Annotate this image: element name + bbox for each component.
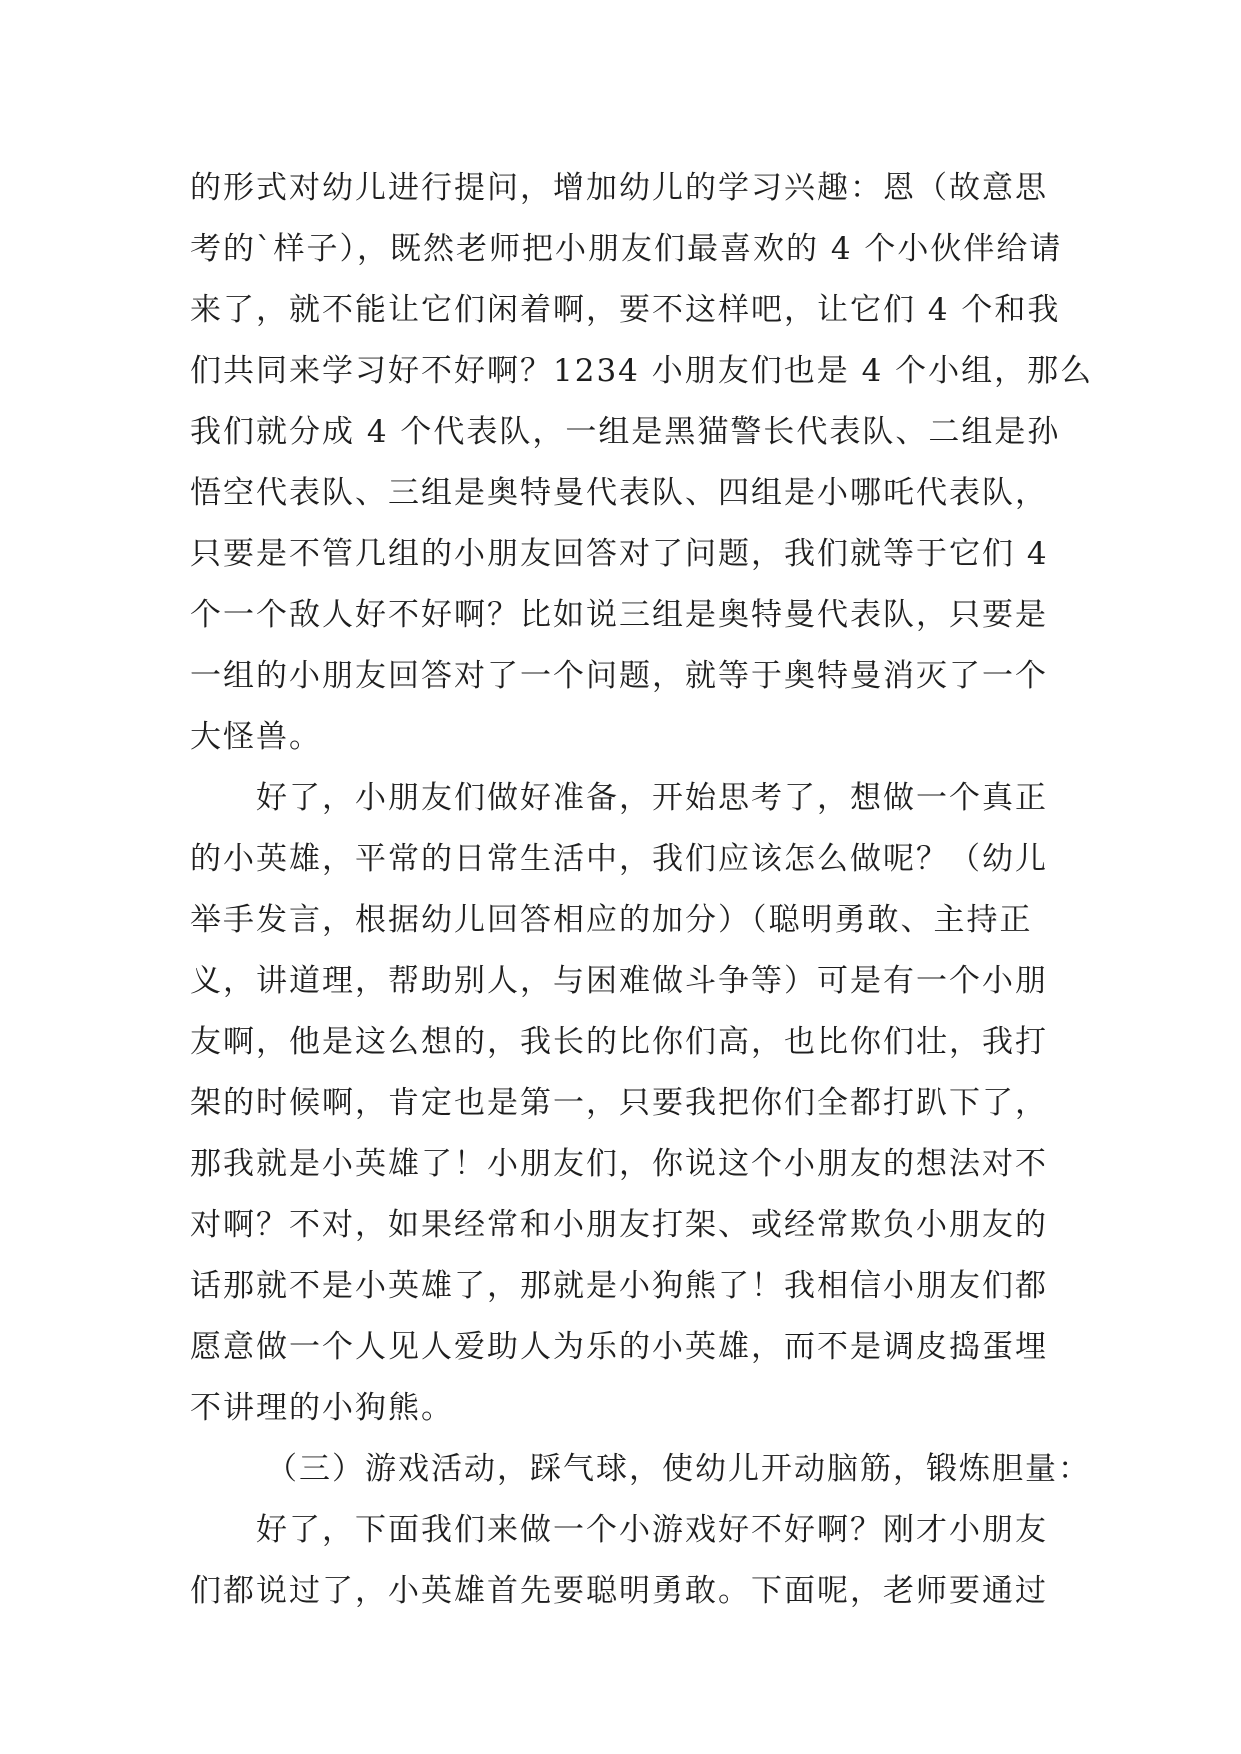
text-line: 义，讲道理，帮助别人，与困难做斗争等）可是有一个小朋 [190,963,1048,999]
text-line: 对啊？不对，如果经常和小朋友打架、或经常欺负小朋友的 [190,1207,1048,1243]
text-line: 那我就是小英雄了！小朋友们，你说这个小朋友的想法对不 [190,1146,1048,1182]
section-heading: （三）游戏活动，踩气球，使幼儿开动脑筋，锻炼胆量： [266,1451,1091,1487]
text-line: 举手发言，根据幼儿回答相应的加分）（聪明勇敢、主持正 [190,902,1033,938]
text-line: 大怪兽。 [190,719,322,755]
text-line: 的小英雄，平常的日常生活中，我们应该怎么做呢？（幼儿 [190,841,1048,877]
text-line: 友啊，他是这么想的，我长的比你们高，也比你们壮，我打 [190,1024,1048,1060]
text-line: 架的时候啊，肯定也是第一，只要我把你们全都打趴下了， [190,1085,1048,1121]
text-line: 不讲理的小狗熊。 [190,1390,454,1426]
paragraph-start-line: 好了，下面我们来做一个小游戏好不好啊？刚才小朋友 [256,1512,1048,1548]
paragraph-start-line: 好了，小朋友们做好准备，开始思考了，想做一个真正 [256,780,1048,816]
body-text [190,158,1094,1622]
text-line: 愿意做一个人见人爱助人为乐的小英雄，而不是调皮捣蛋埋 [190,1329,1048,1365]
text-line: 们都说过了，小英雄首先要聪明勇敢。下面呢，老师要通过 [190,1573,1048,1609]
text-line: 我们就分成 4 个代表队，一组是黑猫警长代表队、二组是孙 [190,414,1061,450]
text-line: 话那就不是小英雄了，那就是小狗熊了！我相信小朋友们都 [190,1268,1048,1304]
text-line: 悟空代表队、三组是奥特曼代表队、四组是小哪吒代表队， [190,475,1048,511]
text-line: 来了，就不能让它们闲着啊，要不这样吧，让它们 4 个和我 [190,292,1061,328]
text-line: 个一个敌人好不好啊？比如说三组是奥特曼代表队，只要是 [190,597,1048,633]
text-line: 考的`样子），既然老师把小朋友们最喜欢的 4 个小伙伴给请 [190,231,1063,267]
text-line: 一组的小朋友回答对了一个问题，就等于奥特曼消灭了一个 [190,658,1048,694]
text-line: 只要是不管几组的小朋友回答对了问题，我们就等于它们 4 [190,536,1049,572]
text-line: 的形式对幼儿进行提问，增加幼儿的学习兴趣：恩（故意思 [190,170,1048,206]
text-line: 们共同来学习好不好啊？1234 小朋友们也是 4 个小组，那么 [190,353,1094,389]
